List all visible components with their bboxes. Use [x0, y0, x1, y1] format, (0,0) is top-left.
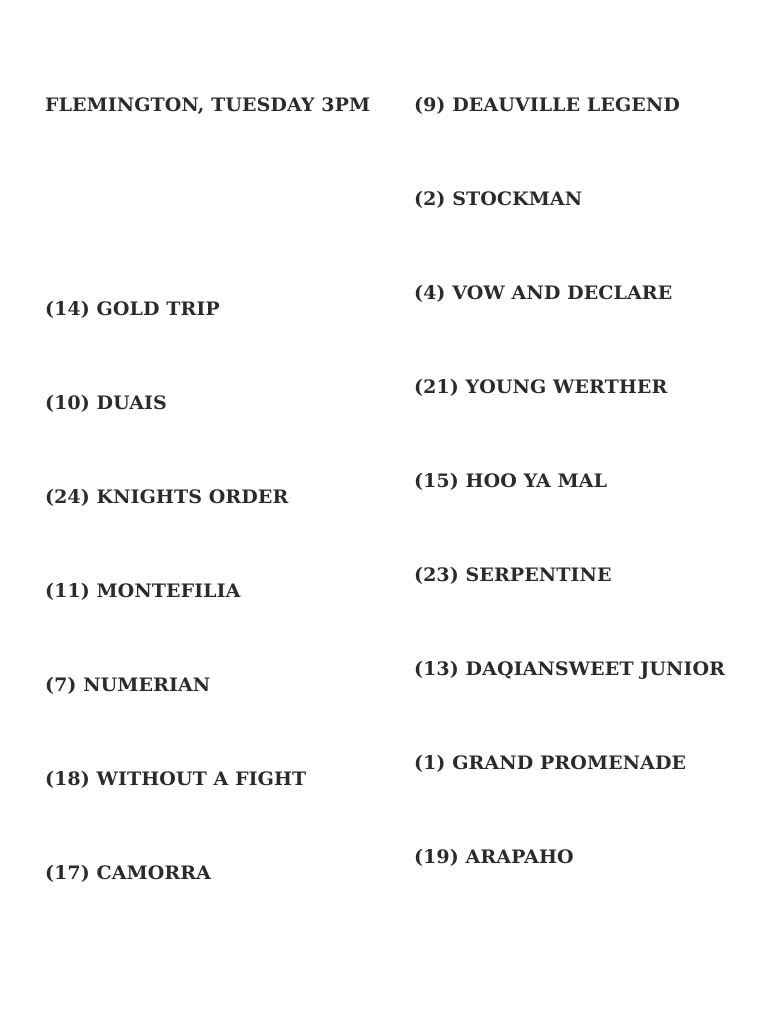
runner-right-6: (23) SERPENTINE: [414, 564, 612, 586]
runner-left-7: (17) CAMORRA: [45, 862, 212, 884]
runner-right-8: (1) GRAND PROMENADE: [414, 752, 687, 774]
runner-right-3: (4) VOW AND DECLARE: [414, 282, 673, 304]
runner-right-1: (9) DEAUVILLE LEGEND: [414, 94, 680, 116]
race-title: FLEMINGTON, TUESDAY 3PM: [45, 94, 371, 116]
runner-left-4: (11) MONTEFILIA: [45, 580, 241, 602]
runner-right-2: (2) STOCKMAN: [414, 188, 583, 210]
runner-left-2: (10) DUAIS: [45, 392, 167, 414]
runner-right-9: (19) ARAPAHO: [414, 846, 574, 868]
runner-right-4: (21) YOUNG WERTHER: [414, 376, 668, 398]
runner-left-5: (7) NUMERIAN: [45, 674, 211, 696]
runner-left-6: (18) WITHOUT A FIGHT: [45, 768, 307, 790]
runner-right-5: (15) HOO YA MAL: [414, 470, 608, 492]
runner-right-7: (13) DAQIANSWEET JUNIOR: [414, 658, 726, 680]
runner-left-3: (24) KNIGHTS ORDER: [45, 486, 289, 508]
runner-left-1: (14) GOLD TRIP: [45, 298, 220, 320]
